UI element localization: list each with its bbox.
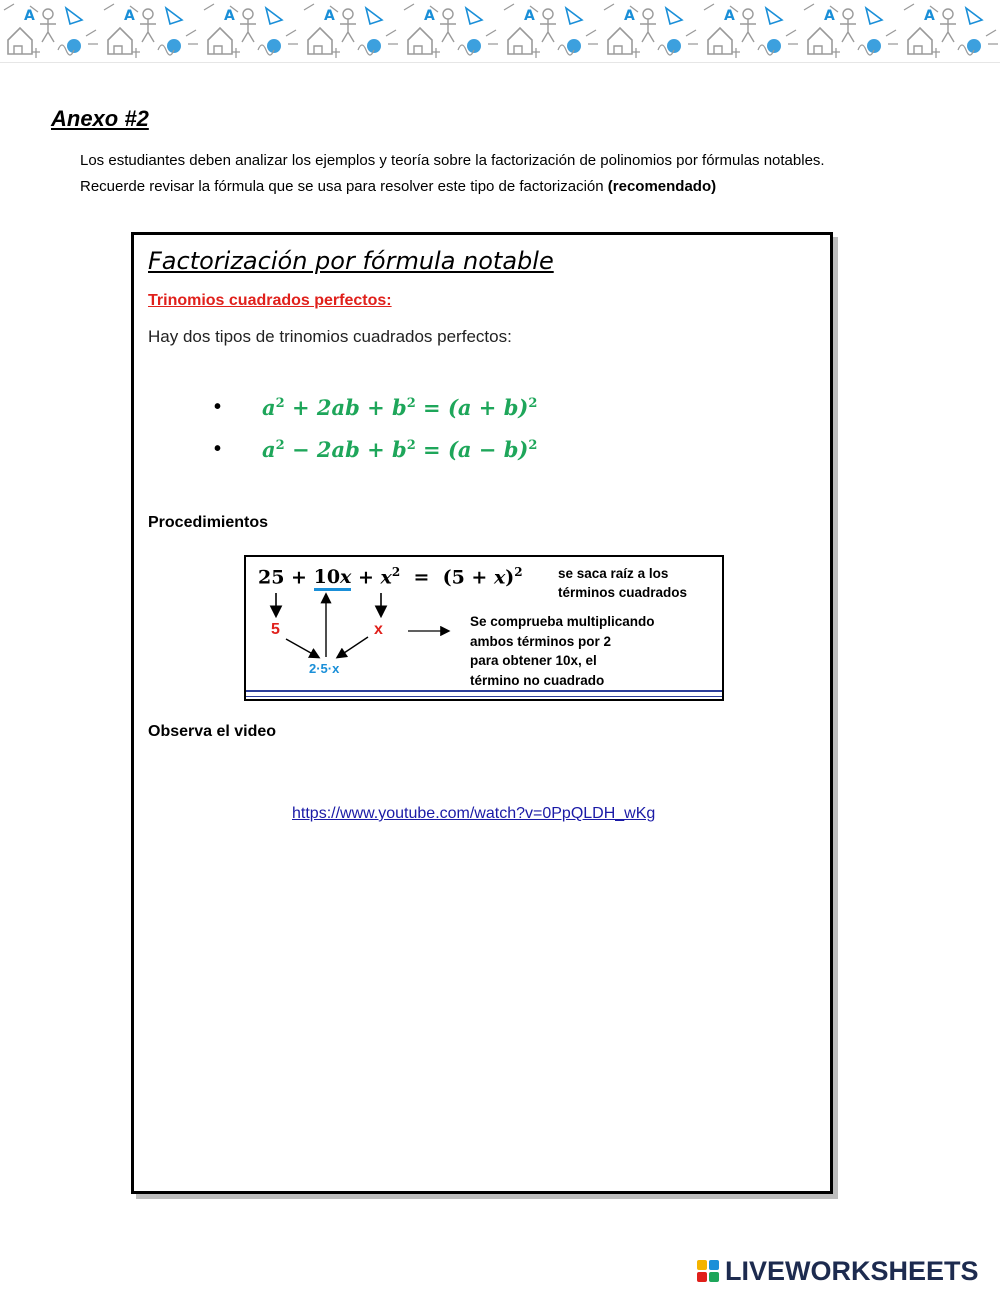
note-verification: Se comprueba multiplicando ambos términos por 2 para obtener 10x, el término no cuadrado (470, 614, 655, 688)
content-card (131, 232, 833, 1194)
bullet-point: • (214, 396, 222, 418)
card-description: Hay dos tipos de trinomios cuadrados perfectos: (148, 327, 512, 346)
procedure-figure (244, 555, 724, 701)
logo-text: LIVEWORKSHEETS (725, 1255, 979, 1286)
card-subtitle: Trinomios cuadrados perfectos: (148, 292, 392, 309)
logo-mark-icon (697, 1260, 719, 1282)
formula-text: $a^2 + 2ab + b^2 = (a + b)^2$ (262, 395, 538, 420)
formula-text: $a^2 - 2ab + b^2 = (a - b)^2$ (262, 437, 538, 462)
doodle-pattern (0, 0, 1000, 62)
liveworksheets-logo (697, 1256, 979, 1286)
underlined-term: 10x (314, 566, 352, 591)
procedures-label: Procedimientos (148, 514, 269, 531)
double-product: 2·5·x (309, 661, 340, 676)
formula-sum (214, 395, 537, 420)
decorative-doodle-banner (0, 0, 1000, 63)
intro-line-2 (80, 174, 825, 200)
note-square-roots: se saca raíz a los términos cuadrados (558, 566, 688, 600)
video-link[interactable]: https://www.youtube.com/watch?v=0PpQLDH_wKg (292, 805, 656, 822)
intro-recommended: (recomendado) (607, 178, 717, 195)
root-five: 5 (271, 621, 280, 638)
video-label: Observa el video (148, 723, 277, 740)
card-title: Factorización por fórmula notable (148, 247, 554, 275)
annex-title: Anexo #2 (51, 106, 149, 131)
formula-difference (214, 437, 537, 462)
intro-paragraph (80, 148, 825, 200)
procedure-equation: $25 + 10x + x^2 = (5 + x)^2$ (258, 565, 523, 588)
bullet-point: • (214, 438, 222, 460)
root-x: x (374, 621, 383, 638)
intro-line-2-text: Recuerde revisar la fórmula que se usa para resolver este tipo de factorización (80, 178, 604, 195)
figure-bottom-rule (246, 690, 722, 697)
intro-line-1: Los estudiantes deben analizar los ejemplos y teoría sobre la factorización de polinomios por fórmulas notables. (80, 152, 825, 169)
